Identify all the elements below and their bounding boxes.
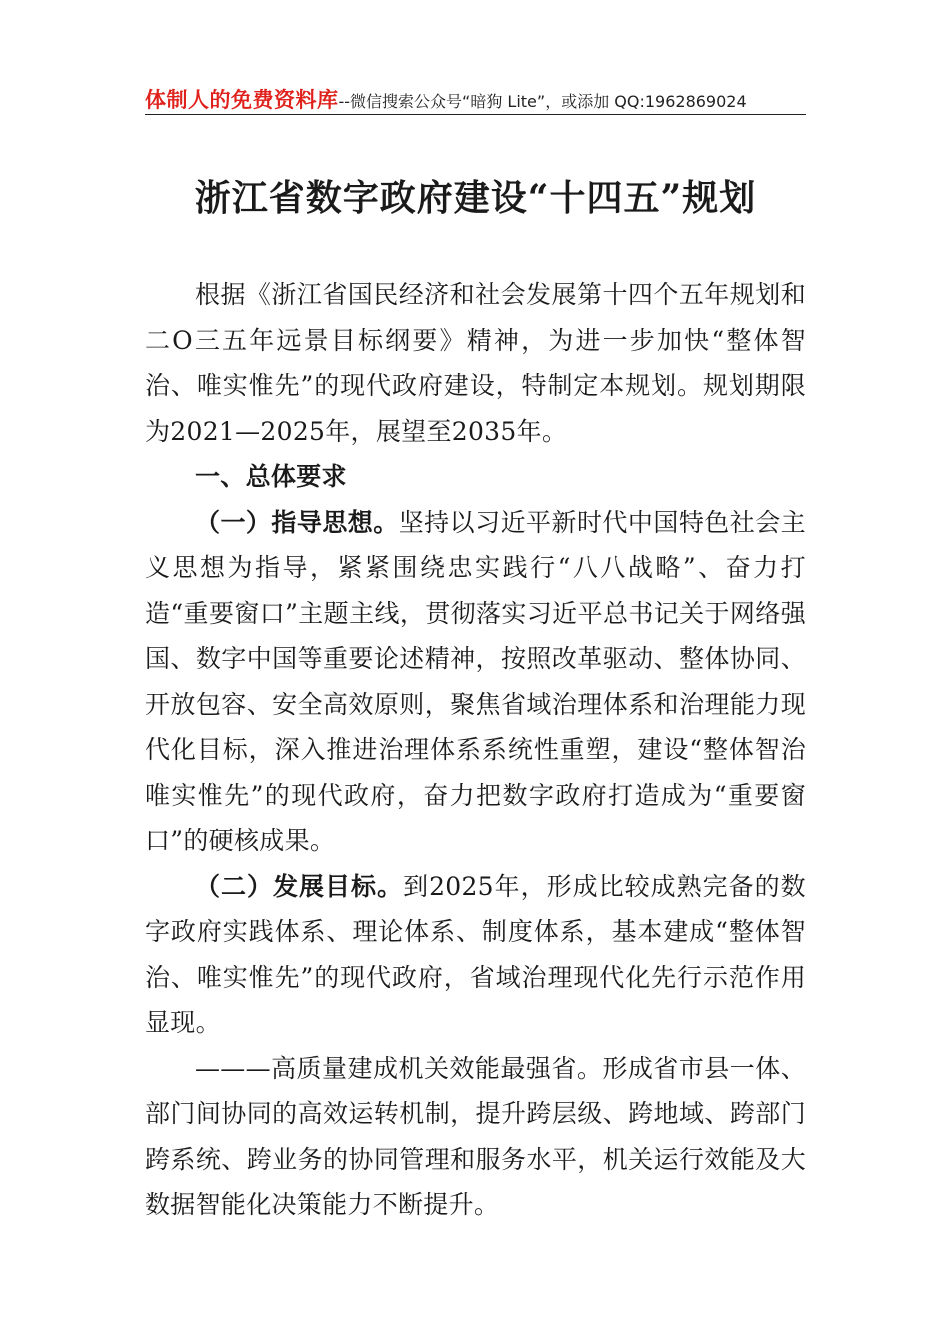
document-body [145,272,806,1228]
guiding-ideology-lead: （一）指导思想。 [195,507,399,537]
section-heading: 一、总体要求 [195,462,347,491]
goal-item: ———高质量建成机关效能最强省。形成省市县一体、部门间协同的高效运转机制，提升跨层级、跨地域、跨部门跨系统、跨业务的协同管理和服务水平，机关运行效能及大数据智能化决策能力不断提升。 [145,1053,806,1219]
development-goals-paragraph [145,864,806,1046]
development-goals-body: 到2025年，形成比较成熟完备的数字政府实践体系、理论体系、制度体系，基本建成“整体智治、唯实惟先”的现代政府，省域治理现代化先行示范作用显现。 [145,871,806,1037]
guiding-ideology-body: 坚持以习近平新时代中国特色社会主义思想为指导，紧紧围绕忠实践行“八八战略”、奋力打造“重要窗口”主题主线，贯彻落实习近平总书记关于网络强国、数字中国等重要论述精神，按照改革驱动、整体协同、开放包容、安全高效原则，聚焦省域治理体系和治理能力现代化目标，深入推进治理体系系统性重塑，建设“整体智治唯实惟先”的现代政府，奋力把数字政府打造成为“重要窗口”的硬核成果。 [145,507,806,855]
guiding-ideology-paragraph [145,500,806,864]
page-header [145,84,806,115]
intro-paragraph: 根据《浙江省国民经济和社会发展第十四个五年规划和二O三五年远景目标纲要》精神，为进一步加快“整体智治、唯实惟先”的现代政府建设，特制定本规划。规划期限为2021—2025年，展望至2035年。 [145,280,806,446]
header-brand: 体制人的免费资料库 [145,88,339,112]
development-goals-lead: （二）发展目标。 [195,871,404,901]
document-title: 浙江省数字政府建设“十四五”规划 [194,177,757,219]
header-tagline: --微信搜索公众号“暗狗 Lite”，或添加 QQ:1962869024 [338,92,747,111]
